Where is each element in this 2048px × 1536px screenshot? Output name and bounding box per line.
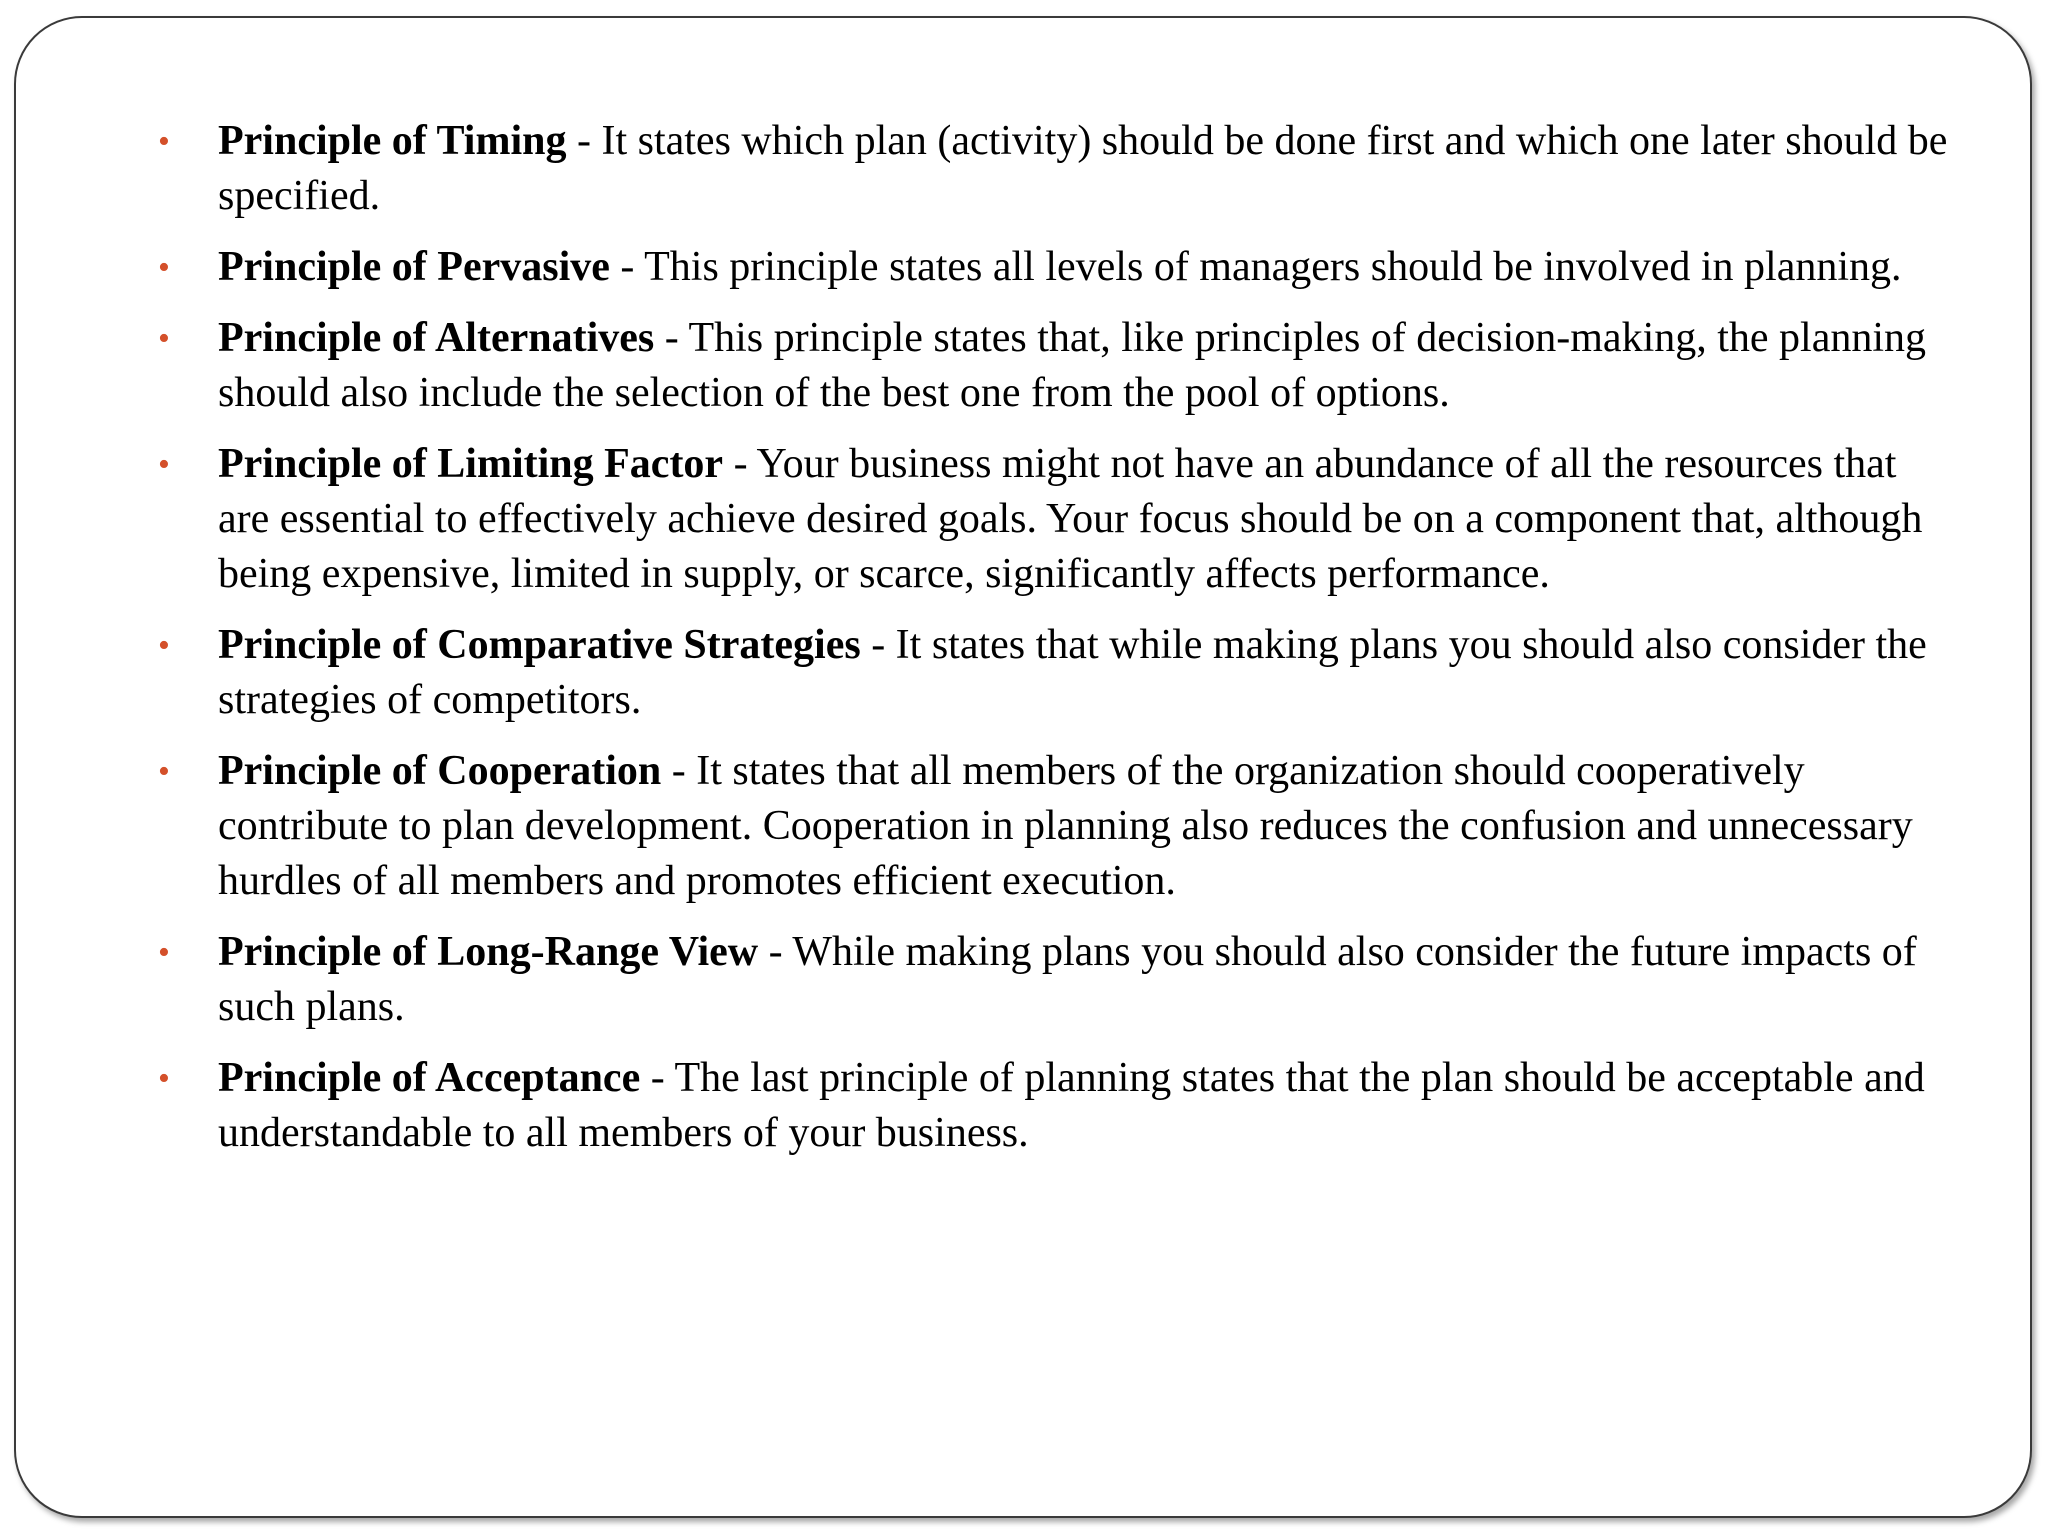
list-item xyxy=(154,437,1954,602)
bullet-icon: • xyxy=(158,320,170,357)
principle-description: - Your business might not have an abundance of all the resources that are essential to effectively achieve desired goals. Your focus should be on a component that, although being expensive, limited in supply, or scarce, significantly affects performance. xyxy=(218,441,1923,597)
bullet-icon: • xyxy=(158,123,170,160)
bullet-icon: • xyxy=(158,627,170,664)
principles-list xyxy=(154,114,1954,1177)
list-item xyxy=(154,114,1954,224)
principle-term: Principle of Alternatives xyxy=(218,315,655,361)
principle-description: - While making plans you should also consider the future impacts of such plans. xyxy=(218,929,1917,1030)
bullet-icon: • xyxy=(158,1060,170,1097)
principle-term: Principle of Comparative Strategies xyxy=(218,622,861,668)
principle-description: - It states that all members of the organization should cooperatively contribute to plan development. Cooperation in planning also reduces the confusion and unnecessary hurdles of all members and promotes efficient execution. xyxy=(218,748,1913,904)
principle-term: Principle of Limiting Factor xyxy=(218,441,724,487)
list-item xyxy=(154,311,1954,421)
principle-description: - This principle states that, like principles of decision-making, the planning should also include the selection of the best one from the pool of options. xyxy=(218,315,1927,416)
list-item xyxy=(154,240,1954,295)
list-item xyxy=(154,744,1954,909)
bullet-icon: • xyxy=(158,753,170,790)
principle-description: - The last principle of planning states that the plan should be acceptable and understandable to all members of your business. xyxy=(218,1055,1925,1156)
principle-description: - It states which plan (activity) should be done first and which one later should be specified. xyxy=(218,118,1948,219)
list-item xyxy=(154,618,1954,728)
principle-description: - It states that while making plans you should also consider the strategies of competitors. xyxy=(218,622,1927,723)
bullet-icon: • xyxy=(158,934,170,971)
bullet-icon: • xyxy=(158,249,170,286)
principle-term: Principle of Long-Range View xyxy=(218,929,759,975)
bullet-icon: • xyxy=(158,446,170,483)
principle-term: Principle of Cooperation xyxy=(218,748,662,794)
principle-term: Principle of Timing xyxy=(218,118,567,164)
principle-term: Principle of Pervasive xyxy=(218,244,610,290)
principle-description: - This principle states all levels of managers should be involved in planning. xyxy=(609,244,1902,290)
list-item xyxy=(154,925,1954,1035)
slide-frame xyxy=(14,16,2032,1518)
principle-term: Principle of Acceptance xyxy=(218,1055,641,1101)
list-item xyxy=(154,1051,1954,1161)
